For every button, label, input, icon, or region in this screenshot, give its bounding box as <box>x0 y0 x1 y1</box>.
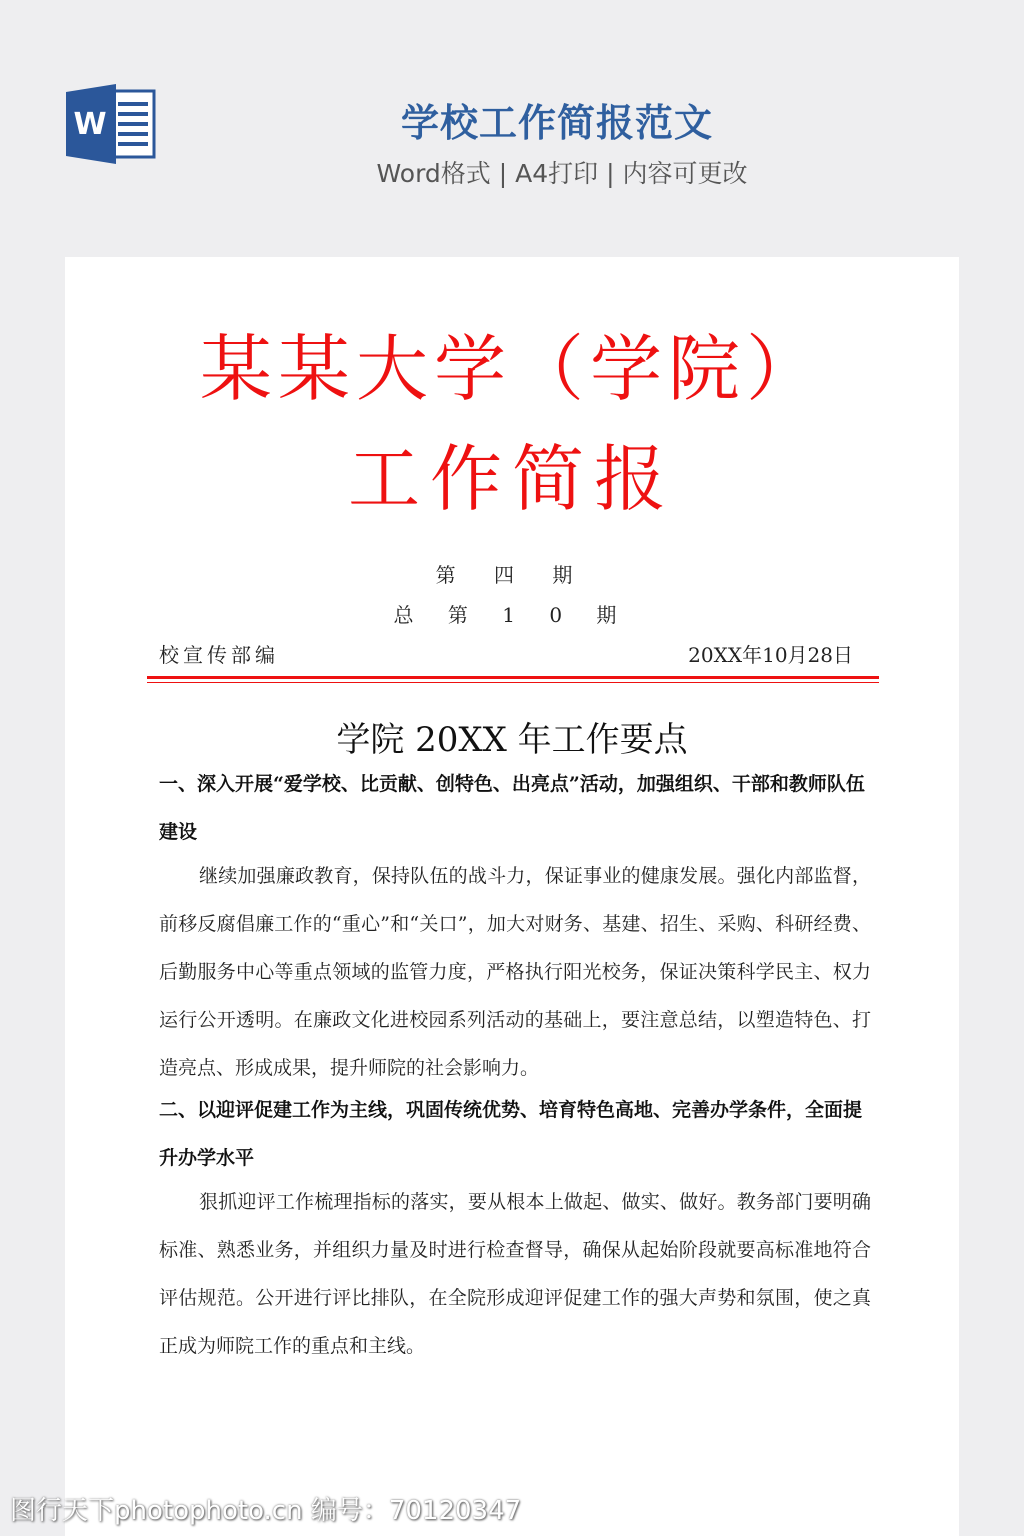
page-title: 学校工作简报范文 <box>400 101 713 145</box>
section-body-1: 继续加强廉政教育，保持队伍的战斗力，保证事业的健康发展。强化内部监督，前移反腐倡廉工作的“重心”和“关口”，加大对财务、基建、招生、采购、科研经费、后勤服务中心等重点领域的监管力度，严格执行阳光校务，保证决策科学民主、权力运行公开透明。在廉政文化进校园系列活动的基础上，要注意总结，以塑造特色、打造亮点、形成成果，提升师院的社会影响力。 <box>159 865 871 1079</box>
document-title-line2: 工作简报 <box>347 437 676 521</box>
red-divider-thick <box>147 676 879 679</box>
document-heading: 学院 20XX 年工作要点 <box>336 720 688 760</box>
svg-text:W: W <box>73 107 107 142</box>
document-page <box>65 257 959 1536</box>
issue-number: 第 四 期 <box>435 563 589 587</box>
document-title-line1: 某某大学（学院） <box>199 327 824 411</box>
total-issue-number: 总 第 1 0 期 <box>393 603 631 627</box>
red-divider-thin <box>147 682 879 683</box>
section-title-2: 二、以迎评促建工作为主线，巩固传统优势、培育特色高地、完善办学条件，全面提升办学水平 <box>159 1099 863 1169</box>
section-title-1: 一、深入开展“爱学校、比贡献、创特色、出亮点”活动，加强组织、干部和教师队伍建设 <box>159 773 865 843</box>
issue-date: 20XX年10月28日 <box>688 643 853 667</box>
editor-label: 校宣传部编 <box>159 643 279 667</box>
page-subtitle: Word格式 | A4打印 | 内容可更改 <box>376 159 748 188</box>
section-body-2: 狠抓迎评工作梳理指标的落实，要从根本上做起、做实、做好。教务部门要明确标准、熟悉业务，并组织力量及时进行检查督导，确保从起始阶段就要高标准地符合评估规范。公开进行评比排队，在全院形成迎评促建工作的强大声势和氛围，使之真正成为师院工作的重点和主线。 <box>159 1191 871 1357</box>
watermark: 图行天下photophoto.cn 编号：70120347 <box>10 1496 522 1526</box>
